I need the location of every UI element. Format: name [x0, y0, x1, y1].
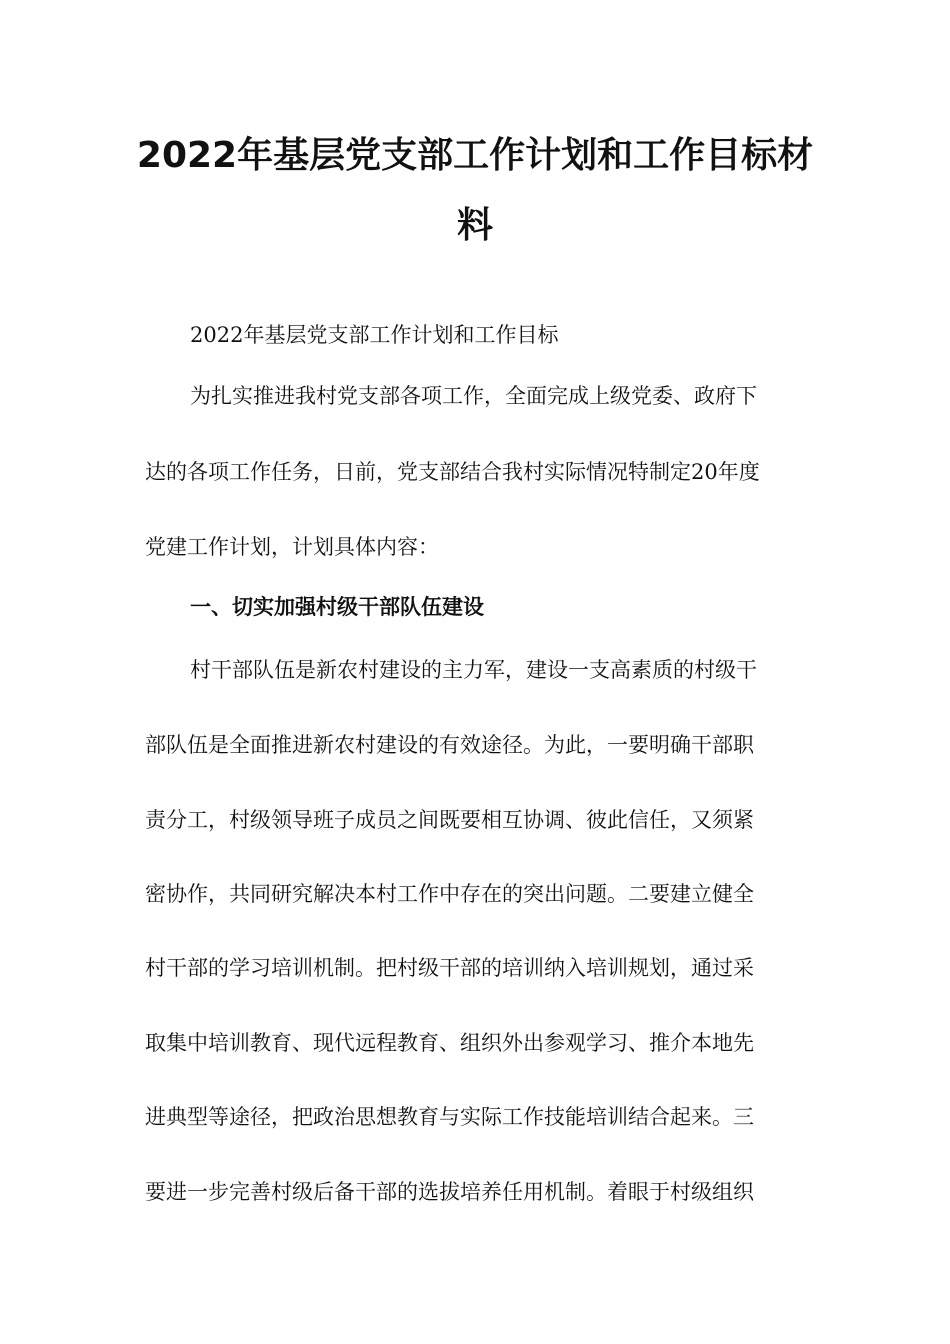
- section-1-line-5: 村干部的学习培训机制。把村级干部的培训纳入培训规划，通过采: [145, 956, 754, 980]
- section-1-line-2: 部队伍是全面推进新农村建设的有效途径。为此，一要明确干部职: [145, 733, 754, 757]
- section-1-line-8: 要进一步完善村级后备干部的选拔培养任用机制。着眼于村级组织: [145, 1180, 754, 1204]
- section-1-line-3: 责分工，村级领导班子成员之间既要相互协调、彼此信任，又须紧: [145, 808, 754, 832]
- document-title-line-1: 2022年基层党支部工作计划和工作目标材: [136, 135, 814, 176]
- section-1-line-6: 取集中培训教育、现代远程教育、组织外出参观学习、推介本地先: [145, 1031, 754, 1055]
- section-1-line-1: 村干部队伍是新农村建设的主力军，建设一支高素质的村级干: [190, 658, 757, 682]
- section-1-heading: 一、切实加强村级干部队伍建设: [190, 595, 484, 619]
- document-subtitle: 2022年基层党支部工作计划和工作目标: [190, 323, 559, 347]
- intro-line-1: 为扎实推进我村党支部各项工作，全面完成上级党委、政府下: [190, 384, 757, 408]
- section-1-line-4: 密协作，共同研究解决本村工作中存在的突出问题。二要建立健全: [145, 882, 754, 906]
- document-title-line-2: 料: [456, 205, 493, 246]
- intro-line-2: 达的各项工作任务，日前，党支部结合我村实际情况特制定20年度: [145, 460, 760, 484]
- section-1-line-7: 进典型等途径，把政治思想教育与实际工作技能培训结合起来。三: [145, 1105, 754, 1129]
- intro-line-3: 党建工作计划，计划具体内容：: [145, 535, 439, 559]
